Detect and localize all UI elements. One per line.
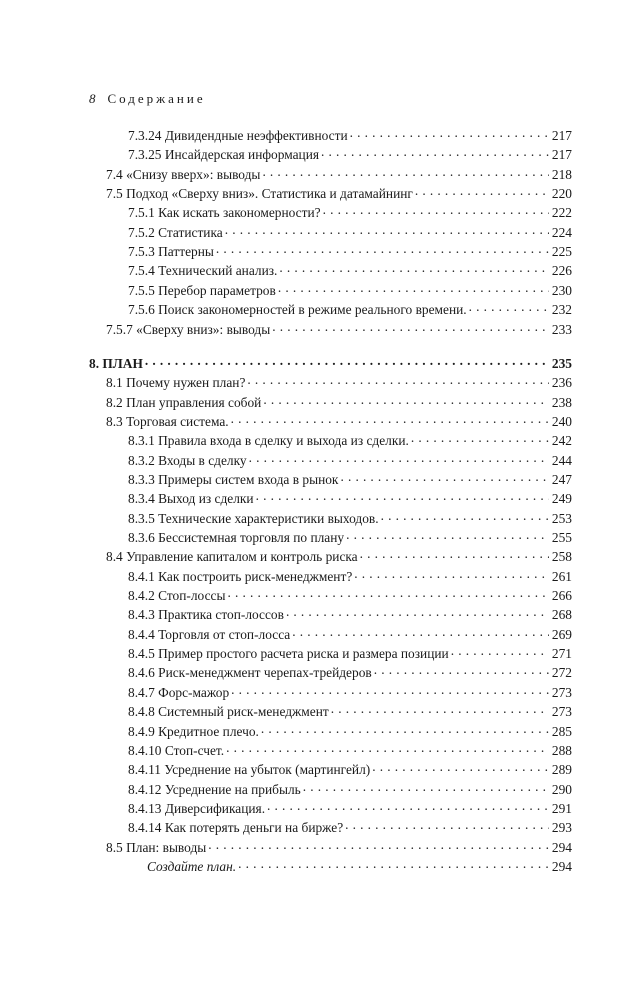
toc-entry-title: 8.3.2 Входы в сделку (128, 452, 247, 468)
toc-entry-title: 8.4.2 Стоп-лоссы (128, 588, 226, 604)
dot-leader (145, 356, 549, 368)
dot-leader (261, 724, 549, 736)
toc-entry (128, 147, 572, 167)
toc-entry (128, 588, 572, 608)
toc-entry (128, 820, 572, 840)
toc-entry (128, 511, 572, 531)
dot-leader (267, 801, 549, 813)
dot-leader (272, 322, 549, 334)
dot-leader (216, 244, 549, 256)
toc-entry-page: 242 (551, 433, 572, 449)
toc-entry-page: 220 (551, 186, 572, 202)
toc-entry (128, 433, 572, 453)
toc-entry (106, 186, 572, 206)
dot-leader (323, 205, 549, 217)
toc-entry-page: 294 (551, 858, 572, 874)
toc-entry-title: 8.4.12 Усреднение на прибыль (128, 781, 301, 797)
dot-leader (208, 840, 549, 852)
toc-entry-page: 218 (551, 166, 572, 182)
toc-entry-title: 7.5 Подход «Сверху вниз». Статистика и датамайнинг (106, 186, 413, 202)
dot-leader (469, 302, 549, 314)
toc-entry-title: 7.5.6 Поиск закономерностей в режиме реального времени. (128, 302, 467, 318)
toc-entry-title: 8.3.4 Выход из сделки (128, 491, 254, 507)
running-title: Содержание (107, 91, 206, 106)
toc-entry (128, 782, 572, 802)
toc-entry (128, 762, 572, 782)
toc-entry-title: 7.4 «Снизу вверх»: выводы (106, 166, 261, 182)
toc-entry-page: 288 (551, 742, 572, 758)
toc-entry-title: 7.5.2 Статистика (128, 224, 223, 240)
dot-leader (381, 511, 549, 523)
toc-entry-page: 269 (551, 626, 572, 642)
toc-entry-title: 7.5.3 Паттерны (128, 244, 214, 260)
toc-entry-page: 224 (551, 224, 572, 240)
dot-leader (331, 704, 549, 716)
toc-entry (128, 685, 572, 705)
toc-entry (128, 704, 572, 724)
toc-entry (128, 244, 572, 264)
toc-entry-title: 7.5.7 «Сверху вниз»: выводы (106, 321, 271, 337)
dot-leader (286, 607, 549, 619)
toc-entry-page: 271 (551, 646, 572, 662)
toc-entry-title: 8.3.6 Бессистемная торговля по плану (128, 530, 345, 545)
toc-entry-page: 249 (551, 491, 572, 507)
dot-leader (345, 820, 549, 832)
toc-entry-title: Создайте план. (147, 858, 237, 874)
dot-leader (247, 375, 548, 387)
toc-entry (106, 414, 572, 434)
toc-entry-title: 8.5 План: выводы (106, 839, 207, 855)
toc-entry-page: 266 (551, 588, 572, 604)
dot-leader (227, 588, 548, 600)
toc-entry (128, 743, 572, 763)
toc-entry (128, 283, 572, 303)
dot-leader (354, 569, 549, 581)
dot-leader (415, 186, 549, 198)
dot-leader (411, 433, 549, 445)
toc-entry-page: 232 (551, 302, 572, 318)
dot-leader (451, 646, 549, 658)
toc-entry-title: 8.1 Почему нужен план? (106, 375, 246, 391)
toc-entry-title: 8.4.11 Усреднение на убыток (мартингейл) (128, 762, 371, 778)
toc-entry (128, 302, 572, 322)
toc-entry-page: 225 (551, 244, 572, 260)
toc-entry-title: 8.3.1 Правила входа в сделку и выхода из сделки. (128, 433, 409, 449)
toc-entry-title: 8.4.8 Системный риск-менеджмент (128, 704, 329, 720)
toc-entry-page: 261 (551, 568, 572, 584)
toc-entry-page: 255 (551, 530, 572, 545)
toc-entry-page: 226 (551, 263, 572, 279)
toc-entry-page: 272 (551, 665, 572, 681)
dot-leader (262, 167, 548, 179)
toc-entry (89, 356, 572, 376)
dot-leader (321, 147, 549, 159)
dot-leader (340, 472, 548, 484)
toc-entry-page: 244 (551, 452, 572, 468)
dot-leader (292, 627, 549, 639)
toc-entry-title: 8.4.6 Риск-менеджмент черепах-трейдеров (128, 665, 372, 681)
toc-entry-title: 8.2 План управления собой (106, 394, 262, 410)
toc-entry (106, 395, 572, 415)
toc-entry-page: 253 (551, 510, 572, 526)
toc-entry (128, 263, 572, 283)
toc-entry-title: 8.4.9 Кредитное плечо. (128, 723, 259, 739)
dot-leader (263, 395, 549, 407)
toc-entry-page: 258 (551, 549, 572, 565)
toc-entry-page: 289 (551, 762, 572, 778)
dot-leader (278, 283, 549, 295)
toc-entry (128, 627, 572, 647)
toc-entry-page: 236 (551, 375, 572, 391)
dot-leader (360, 549, 549, 561)
toc-entry-title: 7.5.1 Как искать закономерности? (128, 205, 321, 221)
toc-entry (128, 205, 572, 225)
toc-entry-title: 8.3.3 Примеры систем входа в рынок (128, 471, 339, 487)
dot-leader (226, 743, 549, 755)
toc-entry-page: 273 (551, 684, 572, 700)
toc-entry (147, 859, 572, 879)
toc-entry-title: 7.5.5 Перебор параметров (128, 282, 276, 298)
toc-entry-page: 273 (551, 704, 572, 720)
dot-leader (346, 530, 549, 542)
toc-entry-page: 290 (551, 781, 572, 797)
toc-entry-page: 240 (551, 413, 572, 429)
toc-entry-title: 8. ПЛАН (89, 355, 143, 371)
toc-entry-page: 247 (551, 471, 572, 487)
toc-entry (128, 128, 572, 148)
toc-entry-title: 7.3.24 Дивидендные неэффективности (128, 128, 348, 143)
toc-entry (128, 646, 572, 666)
dot-leader (372, 762, 549, 774)
toc-entry (128, 472, 572, 492)
toc-entry-page: 268 (551, 607, 572, 623)
dot-leader (303, 782, 549, 794)
toc-entry-title: 7.5.4 Технический анализ. (128, 263, 278, 279)
toc-entry-title: 8.4.1 Как построить риск-менеджмент? (128, 568, 353, 584)
dot-leader (238, 859, 549, 871)
toc-entry-page: 217 (551, 128, 572, 143)
dot-leader (249, 453, 549, 465)
toc-entry-title: 8.3.5 Технические характеристики выходов. (128, 510, 379, 526)
dot-leader (279, 263, 549, 275)
toc-entry-title: 8.4.7 Форс-мажор (128, 684, 230, 700)
toc-entry-page: 222 (551, 205, 572, 221)
toc-entry (128, 724, 572, 744)
toc-entry-page: 293 (551, 820, 572, 836)
toc-entry-page: 294 (551, 839, 572, 855)
toc-entry-page: 235 (551, 355, 572, 371)
page-number: 8 (89, 91, 96, 106)
toc-entry-title: 8.4.13 Диверсификация. (128, 800, 266, 816)
toc-entry (128, 665, 572, 685)
dot-leader (231, 685, 549, 697)
dot-leader (225, 225, 549, 237)
toc-entry-title: 8.4.4 Торговля от стоп-лосса (128, 626, 291, 642)
toc-entry-title: 8.4.5 Пример простого расчета риска и размера позиции (128, 646, 449, 662)
toc-entry-title: 8.4.10 Стоп-счет. (128, 742, 225, 758)
toc-entry-title: 8.4.14 Как потерять деньги на бирже? (128, 820, 344, 836)
toc-entry (128, 530, 572, 550)
toc-entry (106, 322, 572, 342)
toc-entry (106, 549, 572, 569)
toc-entry (106, 167, 572, 187)
toc-entry (128, 225, 572, 245)
toc-entry-title: 7.3.25 Инсайдерская информация (128, 147, 320, 163)
toc-entry (128, 491, 572, 511)
dot-leader (350, 128, 549, 140)
toc-entry (128, 569, 572, 589)
toc-entry (106, 375, 572, 395)
toc-entry-page: 233 (551, 321, 572, 337)
toc-entry-page: 230 (551, 282, 572, 298)
toc-entry (128, 801, 572, 821)
toc-entry-title: 8.4 Управление капиталом и контроль риска (106, 549, 358, 565)
toc-entry-page: 238 (551, 394, 572, 410)
toc-entry-page: 291 (551, 800, 572, 816)
toc-entry-title: 8.3 Торговая система. (106, 413, 229, 429)
dot-leader (374, 665, 549, 677)
page-header (89, 91, 206, 107)
toc-entry (128, 453, 572, 473)
toc-entry-page: 285 (551, 723, 572, 739)
dot-leader (256, 491, 549, 503)
toc-entry-page: 217 (551, 147, 572, 163)
toc-entry-title: 8.4.3 Практика стоп-лоссов (128, 607, 284, 623)
toc-entry (106, 840, 572, 860)
dot-leader (231, 414, 549, 426)
toc-entry (128, 607, 572, 627)
